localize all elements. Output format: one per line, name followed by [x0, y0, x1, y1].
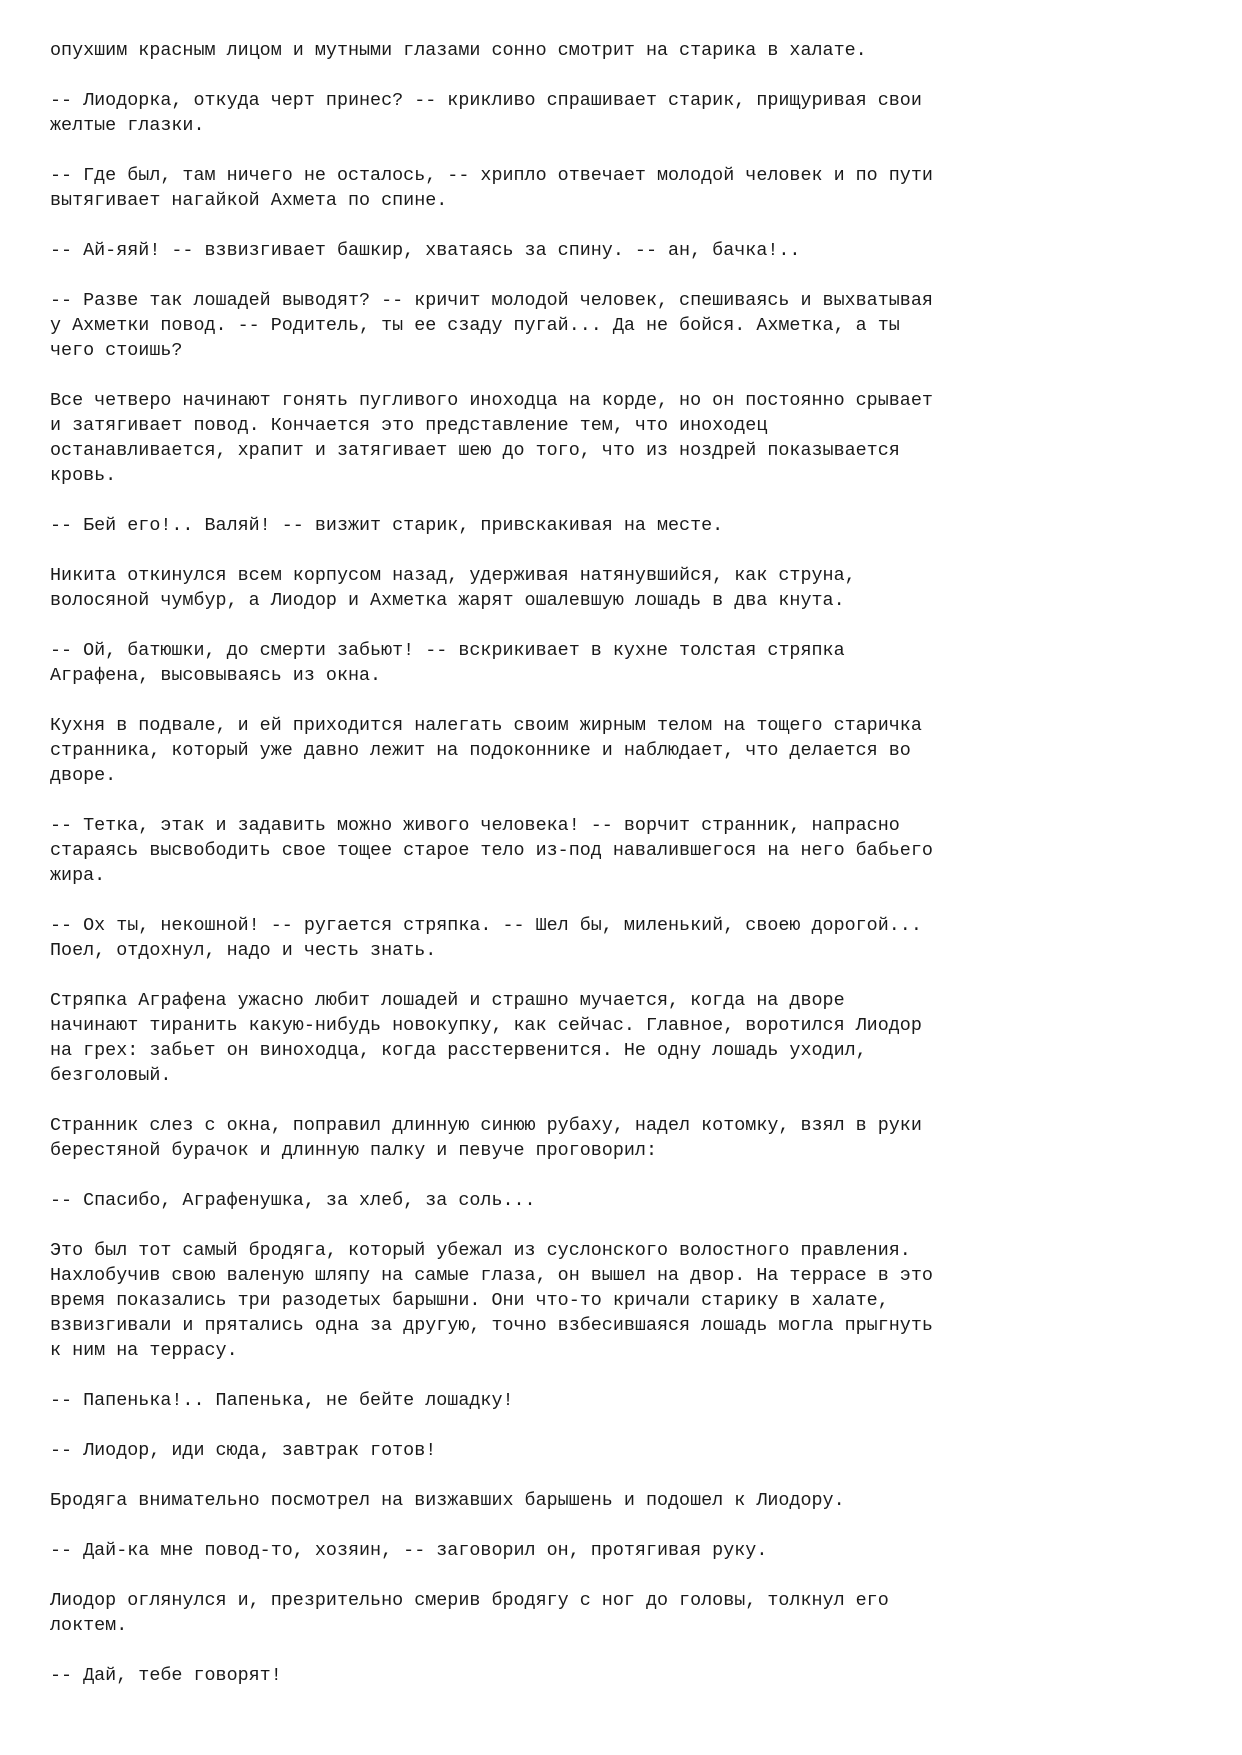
text-line: Нахлобучив свою валеную шляпу на самые глаза, он вышел на двор. На террасе в это: [50, 1265, 933, 1286]
paragraph: [50, 1488, 1200, 1513]
paragraph: [50, 638, 1200, 688]
text-line: Лиодор оглянулся и, презрительно смерив бродягу с ног до головы, толкнул его: [50, 1590, 889, 1611]
text-line: Это был тот самый бродяга, который убежал из суслонского волостного правления.: [50, 1240, 911, 1261]
paragraph: [50, 1588, 1200, 1638]
paragraph: [50, 1663, 1200, 1688]
text-line: Аграфена, высовываясь из окна.: [50, 665, 382, 686]
text-line: Кухня в подвале, и ей приходится налегать своим жирным телом на тощего старичка: [50, 715, 922, 736]
text-line: взвизгивали и прятались одна за другую, точно взбесившаяся лошадь могла прыгнуть: [50, 1315, 933, 1336]
paragraph: [50, 38, 1200, 63]
text-line: волосяной чумбур, а Лиодор и Ахметка жарят ошалевшую лошадь в два кнута.: [50, 590, 845, 611]
text-line: начинают тиранить какую-нибудь новокупку, как сейчас. Главное, воротился Лиодор: [50, 1015, 922, 1036]
text-line: -- Ох ты, некошной! -- ругается стряпка. -- Шел бы, миленький, своею дорогой...: [50, 915, 922, 936]
text-line: на грех: забьет он виноходца, когда расстервенится. Не одну лошадь уходил,: [50, 1040, 867, 1061]
paragraph: [50, 1388, 1200, 1413]
text-line: -- Лиодорка, откуда черт принес? -- крикливо спрашивает старик, прищуривая свои: [50, 90, 922, 111]
text-line: Бродяга внимательно посмотрел на визжавших барышень и подошел к Лиодору.: [50, 1490, 845, 1511]
text-line: желтые глазки.: [50, 115, 205, 136]
text-line: -- Бей его!.. Валяй! -- визжит старик, привскакивая на месте.: [50, 515, 724, 536]
text-line: -- Ой, батюшки, до смерти забьют! -- вскрикивает в кухне толстая стряпка: [50, 640, 845, 661]
text-line: -- Дай, тебе говорят!: [50, 1665, 282, 1686]
text-line: стараясь высвободить свое тощее старое тело из-под навалившегося на него бабьего: [50, 840, 933, 861]
paragraph: [50, 988, 1200, 1088]
text-line: время показались три разодетых барышни. Они что-то кричали старику в халате,: [50, 1290, 889, 1311]
text-line: безголовый.: [50, 1065, 172, 1086]
text-line: дворе.: [50, 765, 117, 786]
text-line: странника, который уже давно лежит на подоконнике и наблюдает, что делается во: [50, 740, 911, 761]
text-line: Странник слез с окна, поправил длинную синюю рубаху, надел котомку, взял в руки: [50, 1115, 922, 1136]
text-line: -- Дай-ка мне повод-то, хозяин, -- заговорил он, протягивая руку.: [50, 1540, 768, 1561]
text-line: -- Папенька!.. Папенька, не бейте лошадку!: [50, 1390, 514, 1411]
text-line: чего стоишь?: [50, 340, 183, 361]
text-line: -- Лиодор, иди сюда, завтрак готов!: [50, 1440, 437, 1461]
paragraph: [50, 1238, 1200, 1363]
paragraph: [50, 1188, 1200, 1213]
text-line: -- Спасибо, Аграфенушка, за хлеб, за соль...: [50, 1190, 536, 1211]
text-line: вытягивает нагайкой Ахмета по спине.: [50, 190, 448, 211]
paragraph: [50, 563, 1200, 613]
text-line: и затягивает повод. Кончается это представление тем, что иноходец: [50, 415, 768, 436]
text-line: Все четверо начинают гонять пугливого иноходца на корде, но он постоянно срывает: [50, 390, 933, 411]
document-text: [50, 38, 1200, 1713]
text-line: локтем.: [50, 1615, 128, 1636]
text-line: -- Разве так лошадей выводят? -- кричит молодой человек, спешиваясь и выхватывая: [50, 290, 933, 311]
text-line: Поел, отдохнул, надо и честь знать.: [50, 940, 437, 961]
paragraph: [50, 1538, 1200, 1563]
text-line: Стряпка Аграфена ужасно любит лошадей и страшно мучается, когда на дворе: [50, 990, 845, 1011]
paragraph: [50, 163, 1200, 213]
paragraph: [50, 1438, 1200, 1463]
paragraph: [50, 388, 1200, 488]
text-line: Никита откинулся всем корпусом назад, удерживая натянувшийся, как струна,: [50, 565, 856, 586]
paragraph: [50, 713, 1200, 788]
text-line: -- Тетка, этак и задавить можно живого человека! -- ворчит странник, напрасно: [50, 815, 900, 836]
paragraph: [50, 513, 1200, 538]
text-line: к ним на террасу.: [50, 1340, 238, 1361]
paragraph: [50, 1113, 1200, 1163]
text-line: у Ахметки повод. -- Родитель, ты ее сзаду пугай... Да не бойся. Ахметка, а ты: [50, 315, 900, 336]
text-line: берестяной бурачок и длинную палку и певуче проговорил:: [50, 1140, 657, 1161]
paragraph: [50, 288, 1200, 363]
text-line: кровь.: [50, 465, 117, 486]
paragraph: [50, 88, 1200, 138]
text-line: -- Где был, там ничего не осталось, -- хрипло отвечает молодой человек и по пути: [50, 165, 933, 186]
paragraph: [50, 238, 1200, 263]
paragraph: [50, 913, 1200, 963]
text-line: жира.: [50, 865, 106, 886]
text-line: останавливается, храпит и затягивает шею до того, что из ноздрей показывается: [50, 440, 900, 461]
text-line: -- Ай-яяй! -- взвизгивает башкир, хватаясь за спину. -- ан, бачка!..: [50, 240, 801, 261]
text-line: опухшим красным лицом и мутными глазами сонно смотрит на старика в халате.: [50, 40, 867, 61]
paragraph: [50, 813, 1200, 888]
